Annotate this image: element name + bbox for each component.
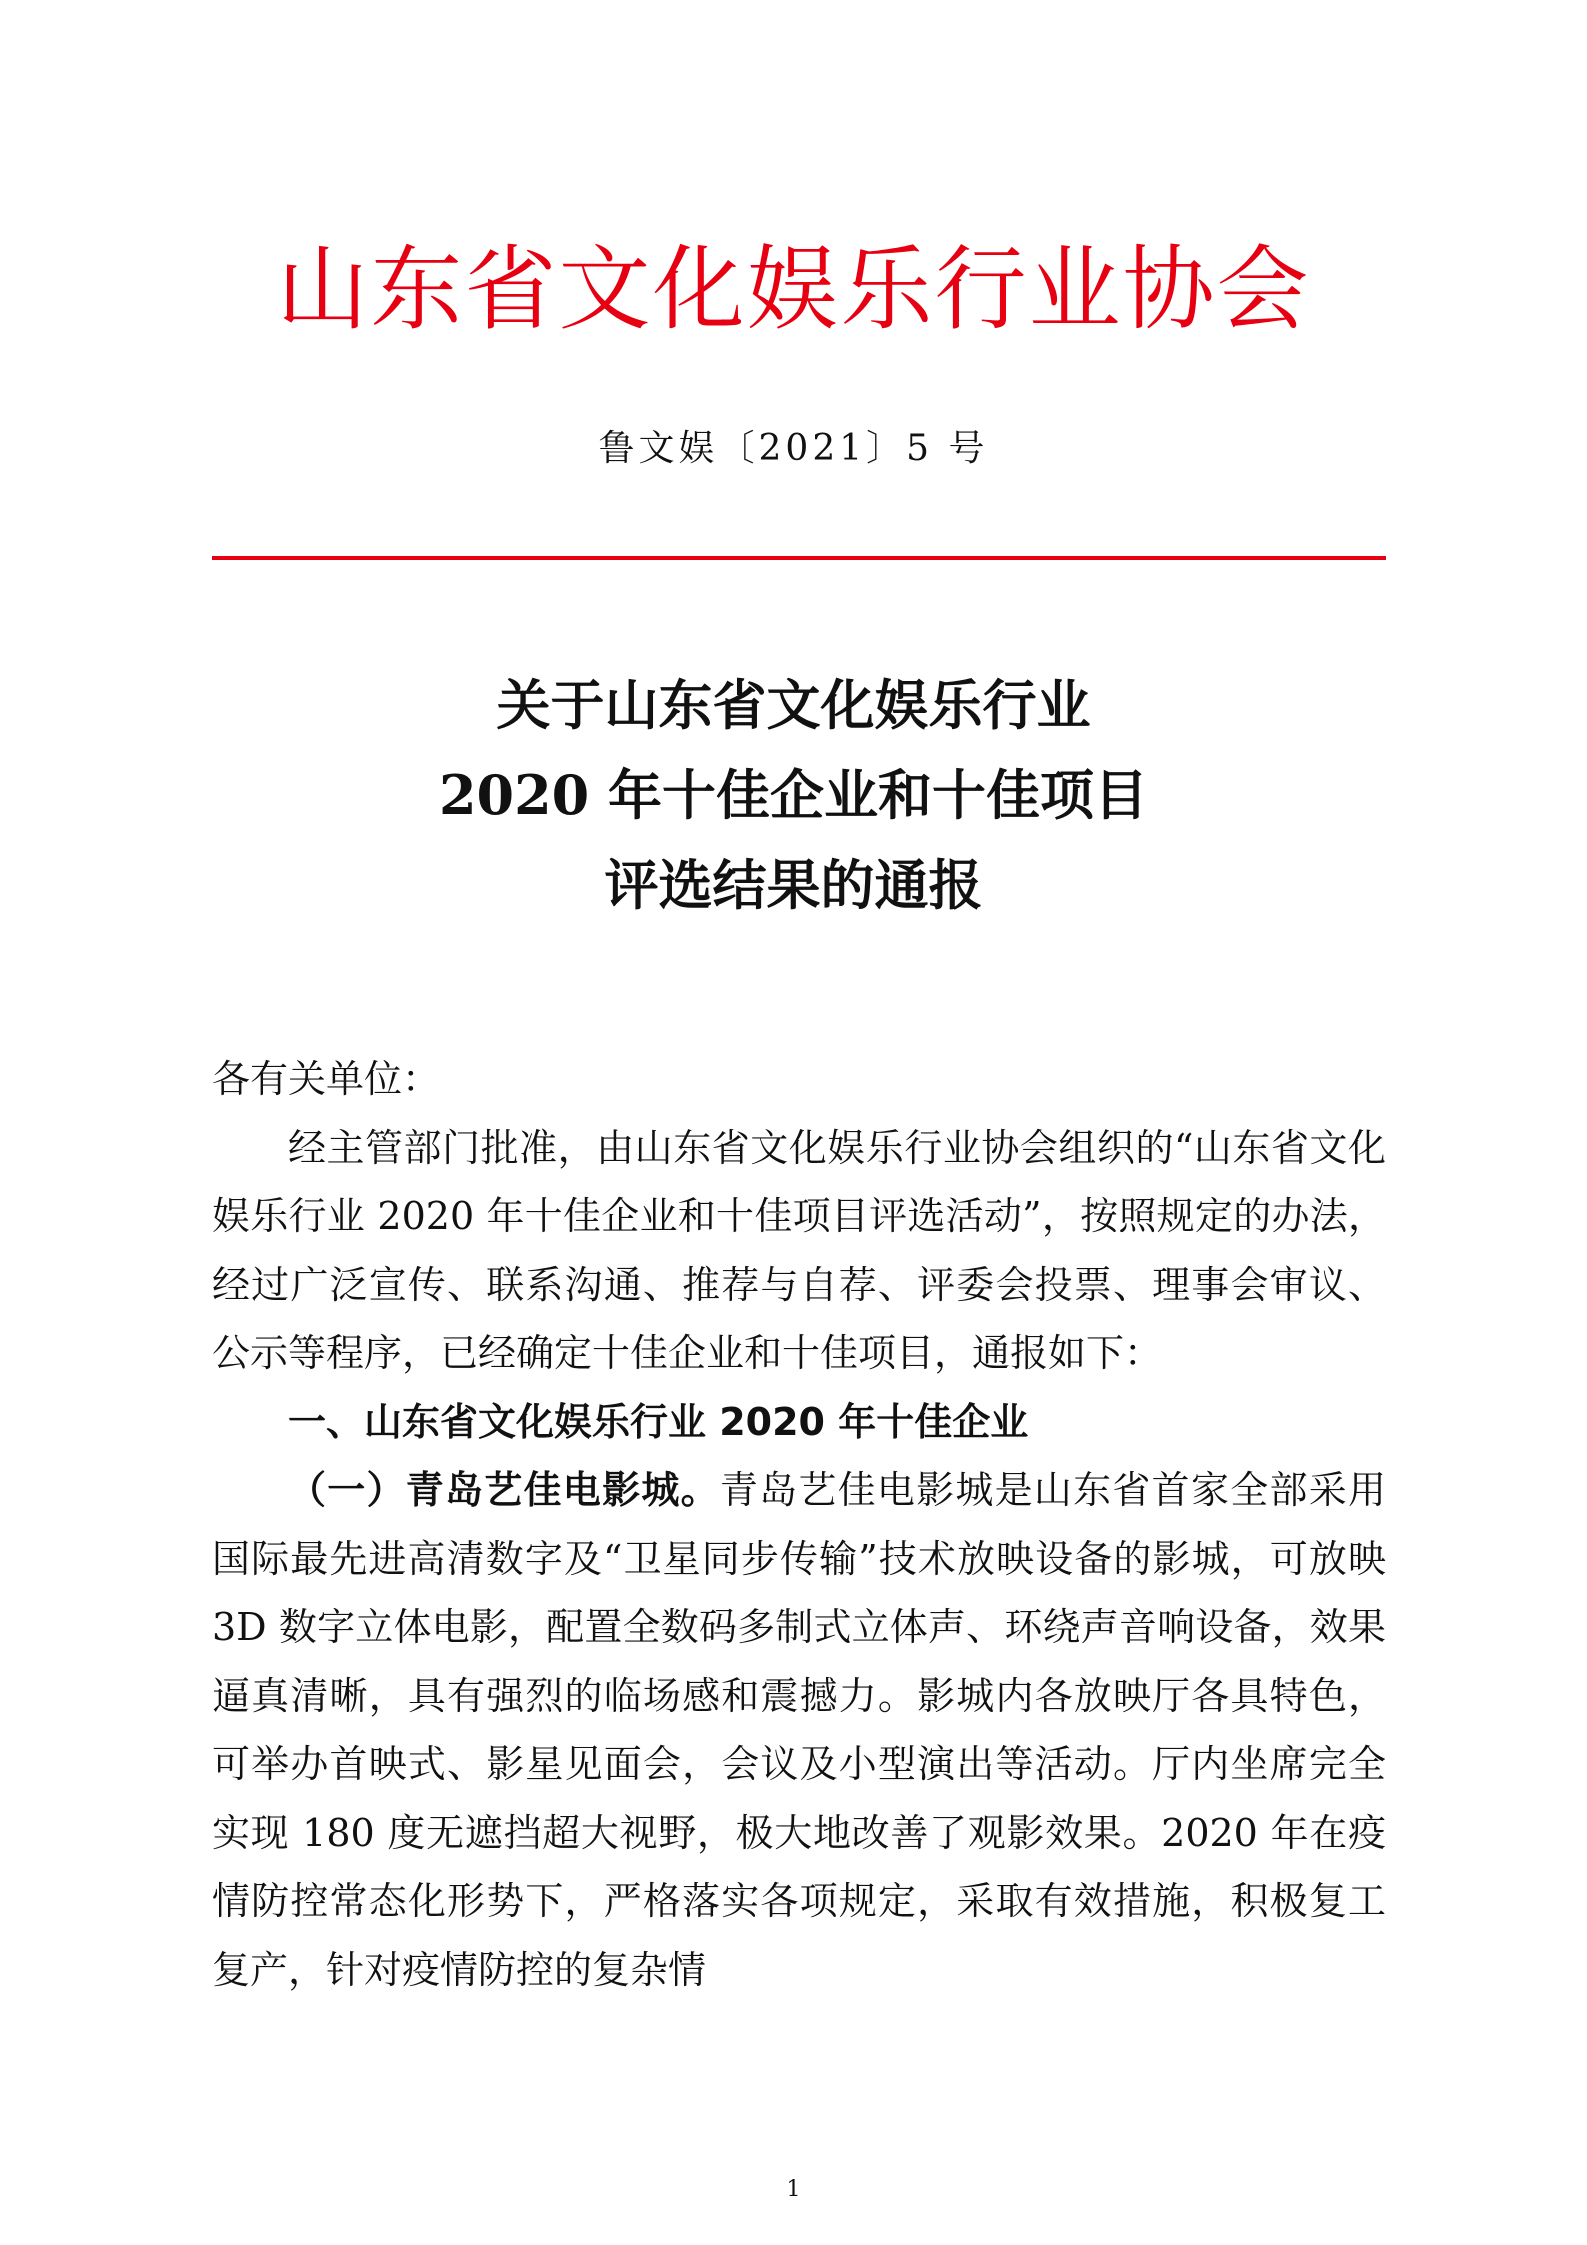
document-title <box>0 660 1587 930</box>
red-divider-line <box>212 556 1386 560</box>
document-body <box>212 1045 1386 2004</box>
item-1-text: 青岛艺佳电影城是山东省首家全部采用国际最先进高清数字及“卫星同步传输”技术放映设备的影城，可放映 3D 数字立体电影，配置全数码多制式立体声、环绕声音响设备，效果逼真清晰，具有强烈的临场感和震撼力。影城内各放映厅各具特色，可举办首映式、影星见面会，会议及小型演出等活动。厅内坐席完全实现 180 度无遮挡超大视野，极大地改善了观影效果。2020 年在疫情防控常态化形势下，严格落实各项规定，采取有效措施，积极复工复产，针对疫情防控的复杂情 <box>212 1468 1386 1992</box>
document-number: 鲁文娱〔2021〕5 号 <box>598 428 989 469</box>
item-1-paragraph <box>212 1456 1386 2004</box>
title-line-3: 评选结果的通报 <box>604 853 983 917</box>
section-1-heading: 一、山东省文化娱乐行业 2020 年十佳企业 <box>288 1399 1029 1444</box>
page-number: 1 <box>786 2177 801 2202</box>
salutation: 各有关单位： <box>212 1057 441 1101</box>
intro-paragraph: 经主管部门批准，由山东省文化娱乐行业协会组织的“山东省文化娱乐行业 2020 年十佳企业和十佳项目评选活动”，按照规定的办法，经过广泛宣传、联系沟通、推荐与自荐、评委会投票、理事会审议、公示等程序，已经确定十佳企业和十佳项目，通报如下： <box>212 1125 1386 1375</box>
title-line-1: 关于山东省文化娱乐行业 <box>496 673 1091 737</box>
title-line-2: 2020 年十佳企业和十佳项目 <box>438 763 1149 827</box>
organization-header: 山东省文化娱乐行业协会 <box>276 236 1311 343</box>
item-1-label: （一）青岛艺佳电影城。 <box>288 1468 720 1512</box>
